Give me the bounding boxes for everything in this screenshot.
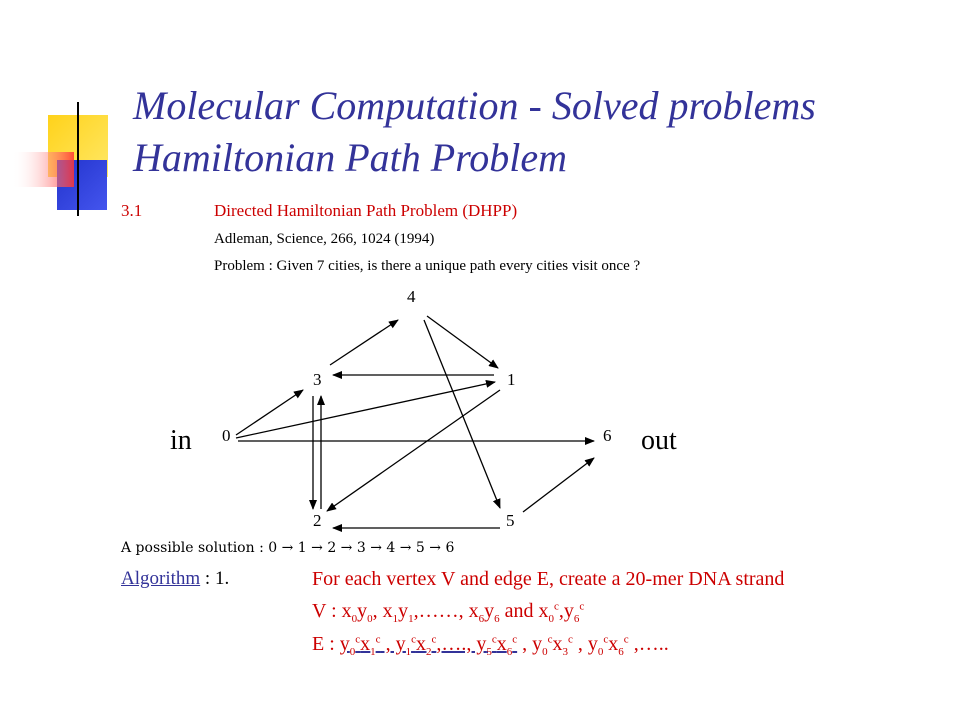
node-5-label: 5 bbox=[506, 511, 515, 530]
node-1-label: 1 bbox=[507, 370, 516, 389]
algorithm-step: : 1. bbox=[200, 568, 230, 589]
node-2-label: 2 bbox=[313, 511, 322, 530]
edge-0-3 bbox=[236, 390, 303, 435]
node-3-label: 3 bbox=[313, 370, 322, 389]
algorithm-description: For each vertex V and edge E, create a 20-mer DNA strand bbox=[312, 568, 785, 590]
node-0-label: 0 bbox=[222, 426, 231, 445]
edge-3-4 bbox=[330, 320, 398, 365]
algorithm-label: Algorithm bbox=[121, 568, 201, 589]
in-label: in bbox=[170, 425, 192, 456]
edge-1-2 bbox=[327, 390, 500, 511]
reference-text: Adleman, Science, 266, 1024 (1994) bbox=[214, 231, 435, 247]
problem-text: Problem : Given 7 cities, is there a unique path every cities visit once ? bbox=[214, 258, 641, 274]
node-4-label: 4 bbox=[407, 287, 416, 306]
node-6-label: 6 bbox=[603, 426, 612, 445]
section-heading: Directed Hamiltonian Path Problem (DHPP) bbox=[214, 201, 518, 220]
edge-5-6 bbox=[523, 458, 594, 512]
edge-formula: E : $y_0^cx_1^c$ , $y_1^cx_2^c,\dots$., $y_5^cx_6^c$ , $y_0^cx_3^c$ , $y_0^cx_6^c$ ,….. bbox=[312, 633, 669, 658]
out-label: out bbox=[641, 425, 677, 456]
edge-0-1 bbox=[236, 382, 495, 438]
algorithm-line bbox=[121, 568, 229, 590]
edge-4-5 bbox=[424, 320, 500, 508]
edge-4-1 bbox=[427, 316, 498, 368]
page-title: Molecular Computation - Solved problems bbox=[133, 83, 816, 128]
vertex-formula: V : $x_0y_0$, $x_1y_1,\dots\dots$, $x_6y_6$ and $x_0^c,y_6^c$ bbox=[312, 600, 585, 625]
section-number: 3.1 bbox=[121, 201, 143, 220]
page-subtitle: Hamiltonian Path Problem bbox=[133, 135, 568, 180]
solution-text: A possible solution : 0 → 1 → 2 → 3 → 4 → 5 → 6 bbox=[121, 540, 455, 556]
